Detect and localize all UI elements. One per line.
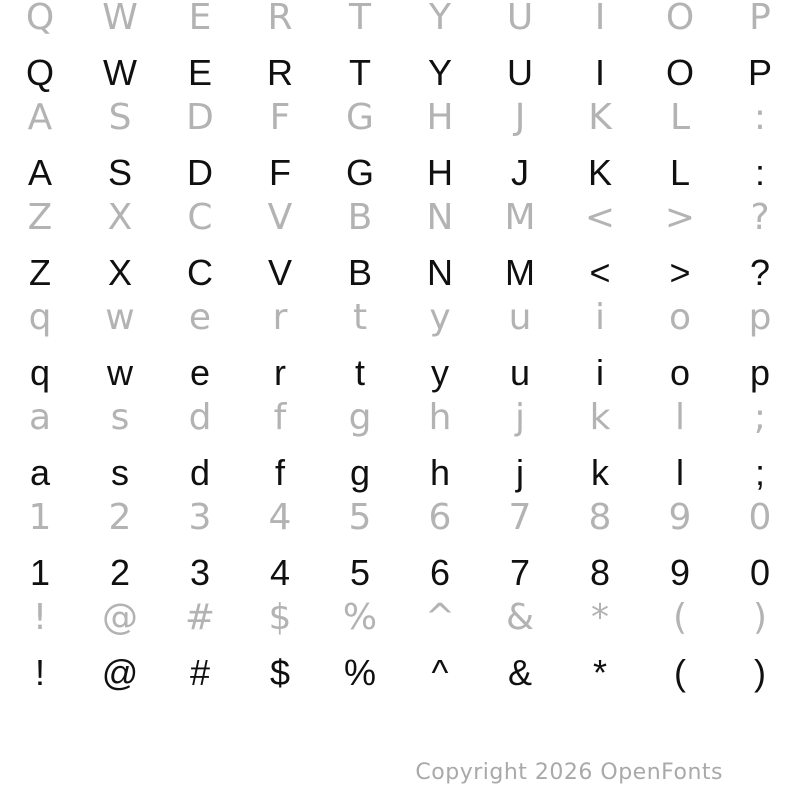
glyph-cell: K	[587, 152, 612, 193]
glyph-cell: e	[189, 352, 211, 393]
glyph-cell: Q	[25, 52, 54, 93]
glyph-cell: %	[343, 652, 376, 693]
glyph-cell: Z	[29, 252, 51, 293]
glyph-cell: q	[29, 352, 51, 393]
glyph-cell: o	[669, 352, 691, 393]
glyph-cell: A	[27, 97, 53, 138]
glyph-cell: (	[674, 652, 686, 693]
glyph-cell: ?	[749, 252, 771, 293]
glyph-cell: 7	[509, 552, 531, 593]
glyph-cell: p	[748, 297, 772, 338]
glyph-cell: ^	[431, 652, 449, 693]
glyph-line-muted-lowercase-home-row	[0, 397, 800, 438]
glyph-cell: C	[187, 252, 213, 293]
glyph-line-ink-symbols-row	[0, 652, 800, 693]
glyph-cell: V	[267, 197, 293, 238]
glyph-cell: a	[28, 397, 52, 438]
glyph-cell: N	[427, 252, 453, 293]
glyph-band-uppercase-bottom-row	[0, 197, 800, 300]
glyph-cell: i	[594, 297, 605, 338]
glyph-cell: #	[189, 652, 211, 693]
glyph-cell: d	[189, 452, 211, 493]
glyph-cell: R	[267, 52, 293, 93]
glyph-line-muted-uppercase-top-row	[0, 0, 800, 36]
glyph-cell: J	[514, 97, 526, 138]
glyph-cell: j	[516, 452, 524, 493]
glyph-cell: ?	[750, 197, 770, 238]
glyph-cell: 3	[189, 552, 211, 593]
glyph-line-ink-lowercase-home-row	[0, 452, 800, 493]
glyph-cell: I	[594, 0, 606, 38]
glyph-cell: !	[34, 652, 45, 693]
glyph-band-lowercase-home-row	[0, 397, 800, 500]
glyph-cell: 9	[668, 497, 692, 538]
glyph-cell: @	[102, 597, 138, 638]
glyph-cell: M	[504, 197, 536, 238]
glyph-cell: B	[347, 252, 372, 293]
glyph-cell: :	[754, 152, 765, 193]
glyph-cell: 7	[508, 497, 532, 538]
glyph-cell: X	[107, 252, 132, 293]
glyph-cell: g	[348, 397, 372, 438]
glyph-cell: 4	[268, 497, 292, 538]
glyph-cell: C	[187, 197, 213, 238]
glyph-cell: 1	[28, 497, 52, 538]
glyph-line-muted-uppercase-home-row	[0, 97, 800, 138]
glyph-cell: 1	[29, 552, 51, 593]
glyph-cell: 6	[429, 552, 451, 593]
glyph-cell: >	[669, 252, 691, 293]
glyph-cell: p	[749, 352, 771, 393]
glyph-cell: k	[591, 452, 609, 493]
glyph-cell: o	[668, 297, 692, 338]
glyph-cell: w	[107, 352, 133, 393]
glyph-cell: 4	[269, 552, 291, 593]
glyph-line-muted-uppercase-bottom-row	[0, 197, 800, 238]
glyph-cell: H	[426, 97, 454, 138]
glyph-line-muted-digits-row	[0, 497, 800, 538]
glyph-cell: W	[103, 52, 137, 93]
glyph-cell: h	[428, 397, 452, 438]
glyph-cell: t	[352, 297, 368, 338]
glyph-cell: f	[273, 397, 287, 438]
glyph-cell: P	[747, 52, 772, 93]
glyph-cell: 9	[669, 552, 691, 593]
glyph-cell: 6	[428, 497, 452, 538]
glyph-cell: G	[346, 97, 374, 138]
glyph-cell: S	[108, 97, 132, 138]
glyph-cell: W	[102, 0, 138, 38]
glyph-cell: %	[342, 597, 378, 638]
glyph-cell: Q	[25, 0, 55, 38]
glyph-cell: ^	[424, 597, 456, 638]
glyph-cell: q	[28, 297, 52, 338]
glyph-cell: O	[665, 0, 695, 38]
glyph-cell: y	[431, 352, 449, 393]
glyph-cell: e	[188, 297, 212, 338]
glyph-cell: P	[749, 0, 771, 38]
glyph-cell: D	[187, 152, 213, 193]
glyph-cell: r	[274, 352, 286, 393]
glyph-cell: I	[594, 52, 605, 93]
glyph-cell: B	[347, 197, 373, 238]
glyph-line-muted-lowercase-top-row	[0, 297, 800, 338]
glyph-line-ink-digits-row	[0, 552, 800, 593]
glyph-cell: T	[349, 52, 371, 93]
glyph-cell: 3	[188, 497, 212, 538]
glyph-cell: l	[676, 452, 684, 493]
glyph-cell: i	[596, 352, 604, 393]
glyph-cell: s	[110, 397, 130, 438]
glyph-cell: N	[426, 197, 454, 238]
glyph-cell: #	[184, 597, 216, 638]
glyph-cell: O	[665, 52, 694, 93]
glyph-line-ink-uppercase-bottom-row	[0, 252, 800, 293]
glyph-cell: Z	[27, 197, 53, 238]
glyph-cell: ;	[754, 452, 765, 493]
glyph-cell: <	[584, 197, 616, 238]
glyph-cell: )	[754, 652, 766, 693]
glyph-cell: U	[506, 0, 534, 38]
glyph-cell: s	[111, 452, 129, 493]
glyph-cell: Y	[427, 52, 452, 93]
glyph-cell: 0	[748, 497, 772, 538]
glyph-cell: !	[32, 597, 48, 638]
glyph-cell: (	[672, 597, 688, 638]
glyph-cell: @	[101, 652, 139, 693]
glyph-cell: 5	[348, 497, 372, 538]
glyph-cell: $	[269, 652, 291, 693]
glyph-cell: f	[274, 452, 285, 493]
glyph-cell: 8	[589, 552, 611, 593]
glyph-cell: g	[349, 452, 371, 493]
glyph-cell: L	[669, 152, 691, 193]
glyph-cell: M	[505, 252, 535, 293]
glyph-cell: A	[27, 152, 52, 193]
glyph-cell: &	[505, 597, 535, 638]
glyph-cell: E	[188, 0, 212, 38]
glyph-cell: :	[753, 97, 767, 138]
glyph-cell: U	[507, 52, 533, 93]
glyph-cell: h	[429, 452, 451, 493]
glyph-cell: K	[588, 97, 612, 138]
glyph-cell: &	[507, 652, 532, 693]
glyph-cell: J	[511, 152, 529, 193]
glyph-cell: r	[272, 297, 288, 338]
glyph-cell: >	[664, 197, 696, 238]
glyph-cell: a	[29, 452, 51, 493]
glyph-band-digits-row	[0, 497, 800, 600]
copyright-text: Copyright 2026 OpenFonts	[415, 760, 723, 785]
glyph-band-uppercase-top-row	[0, 0, 800, 100]
glyph-cell: y	[429, 297, 451, 338]
glyph-cell: H	[427, 152, 453, 193]
glyph-line-ink-uppercase-top-row	[0, 52, 800, 93]
glyph-cell: 8	[588, 497, 612, 538]
glyph-cell: l	[674, 397, 685, 438]
glyph-line-ink-uppercase-home-row	[0, 152, 800, 193]
glyph-cell: 2	[108, 497, 132, 538]
glyph-cell: R	[267, 0, 293, 38]
glyph-band-uppercase-home-row	[0, 97, 800, 200]
glyph-cell: E	[187, 52, 212, 93]
glyph-cell: t	[354, 352, 365, 393]
glyph-band-lowercase-top-row	[0, 297, 800, 400]
glyph-line-muted-symbols-row	[0, 597, 800, 638]
glyph-cell: G	[345, 152, 374, 193]
glyph-cell: 5	[349, 552, 371, 593]
glyph-cell: w	[105, 297, 135, 338]
glyph-cell: u	[508, 297, 532, 338]
glyph-cell: *	[592, 652, 607, 693]
glyph-cell: T	[349, 0, 371, 38]
glyph-cell: 2	[109, 552, 131, 593]
glyph-cell: <	[589, 252, 611, 293]
glyph-cell: Y	[429, 0, 451, 38]
glyph-cell: ;	[753, 397, 767, 438]
glyph-cell: $	[268, 597, 292, 638]
glyph-cell: X	[107, 197, 133, 238]
glyph-line-ink-lowercase-top-row	[0, 352, 800, 393]
glyph-cell: F	[269, 97, 291, 138]
glyph-cell: )	[752, 597, 768, 638]
glyph-cell: k	[589, 397, 611, 438]
glyph-cell: L	[669, 97, 691, 138]
glyph-cell: 0	[749, 552, 771, 593]
glyph-cell: D	[186, 97, 214, 138]
glyph-cell: F	[269, 152, 291, 193]
glyph-cell: S	[107, 152, 132, 193]
glyph-cell: *	[591, 597, 609, 638]
glyph-cell: V	[267, 252, 292, 293]
glyph-band-symbols-row	[0, 597, 800, 700]
glyph-cell: d	[188, 397, 212, 438]
glyph-cell: j	[514, 397, 525, 438]
glyph-cell: u	[509, 352, 531, 393]
